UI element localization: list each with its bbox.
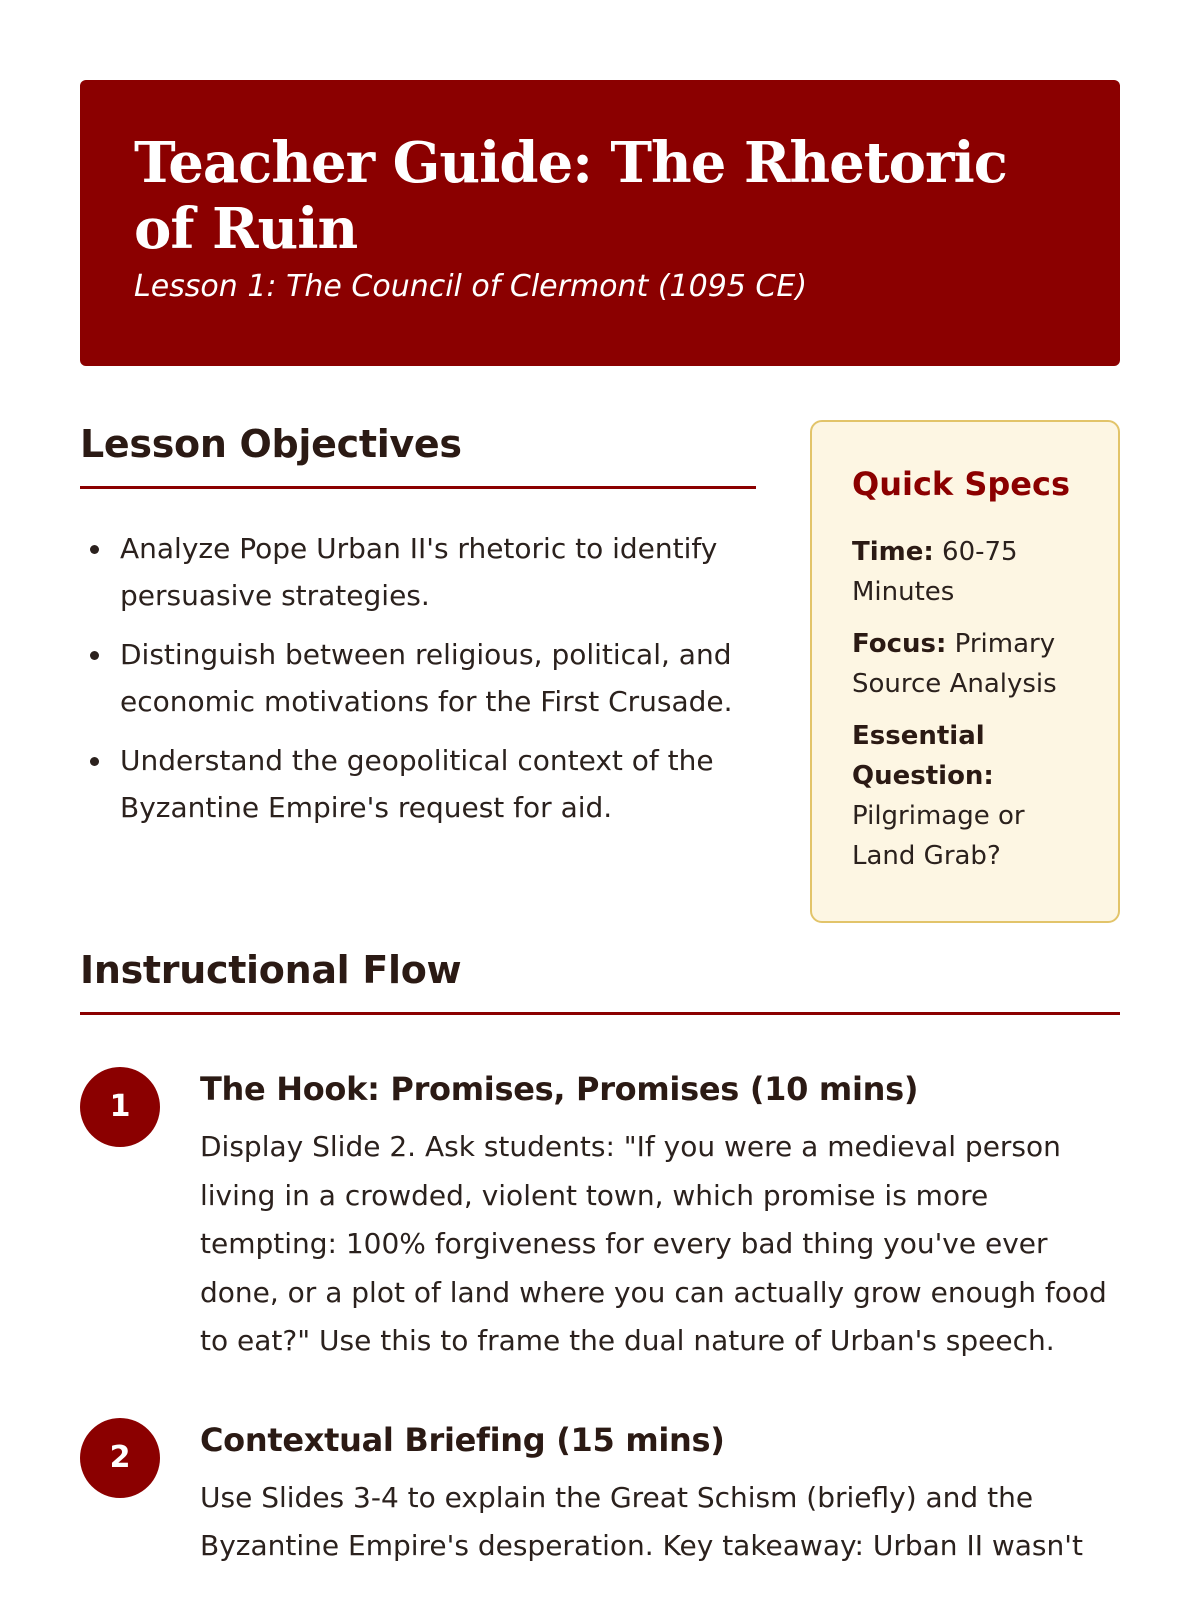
step-number-badge: 2 (80, 1418, 160, 1498)
step-title: The Hook: Promises, Promises (10 mins) (200, 1070, 919, 1108)
spec-value: 60-75 Minutes (852, 537, 1018, 607)
spec-label: Time: (852, 537, 934, 567)
page-subtitle: Lesson 1: The Council of Clermont (1095 CE) (134, 269, 808, 304)
step-number-badge: 1 (80, 1067, 160, 1147)
spec-time (852, 532, 1078, 612)
spec-essential-question (852, 716, 1078, 876)
quick-specs-heading: Quick Specs (852, 465, 1071, 503)
flow-divider (80, 1012, 1120, 1015)
objectives-heading: Lesson Objectives (80, 422, 462, 466)
objective-item: Analyze Pope Urban II's rhetoric to identify persuasive strategies. (80, 525, 756, 619)
lesson-objectives-section (80, 420, 756, 843)
objectives-divider (80, 486, 756, 489)
step-body: Use Slides 3-4 to explain the Great Schism (briefly) and the Byzantine Empire's desperation. Key takeaway: Urban II wasn't (200, 1480, 1083, 1562)
steps-list (80, 1067, 1120, 1571)
flow-step (80, 1418, 1120, 1571)
quick-specs-box (810, 420, 1120, 923)
objective-item: Distinguish between religious, political, and economic motivations for the First Crusade. (80, 631, 756, 725)
step-body: Display Slide 2. Ask students: "If you were a medieval person living in a crowded, violent town, which promise is more tempting: 100% forgiveness for every bad thing you've ever done, or a plot of land where you can actually grow enough food to eat?" Use this to frame the dual nature of Urban's speech. (200, 1130, 1107, 1357)
objectives-list (80, 525, 756, 831)
instructional-flow-section (80, 946, 1120, 1571)
spec-label: Essential Question: (852, 721, 994, 791)
teacher-guide-page (80, 80, 1120, 1623)
flow-heading: Instructional Flow (80, 948, 462, 992)
spec-value: Primary Source Analysis (852, 629, 1057, 699)
objectives-row (80, 420, 1120, 924)
spec-value: Pilgrimage or Land Grab? (852, 801, 1025, 871)
flow-step (80, 1067, 1120, 1366)
spec-focus (852, 624, 1078, 704)
step-title: Contextual Briefing (15 mins) (200, 1420, 725, 1459)
page-title: Teacher Guide: The Rhetoric of Ruin (134, 130, 1007, 262)
header-banner (80, 80, 1120, 366)
objective-item: Understand the geopolitical context of the Byzantine Empire's request for aid. (80, 737, 756, 831)
spec-label: Focus: (852, 629, 947, 659)
